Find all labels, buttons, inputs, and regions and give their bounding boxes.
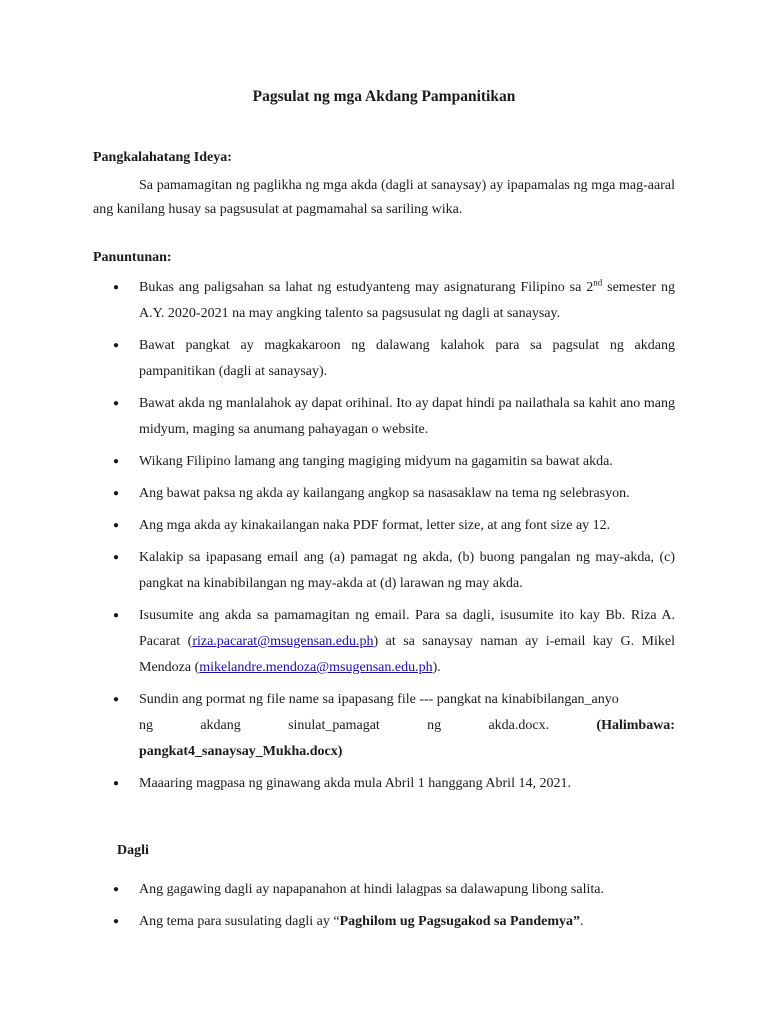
- rule-item: [93, 771, 675, 797]
- example-label: (Halimbawa:: [596, 718, 675, 733]
- rule-text: ).: [432, 660, 441, 675]
- format-word: sinulat_pamagat: [288, 718, 380, 733]
- bullet-icon: ●: [113, 340, 120, 351]
- rule-item: [93, 545, 675, 597]
- dagli-heading: Dagli: [117, 843, 149, 858]
- rule-item: [93, 603, 675, 681]
- format-word: ng: [427, 718, 442, 733]
- format-word: akda.docx.: [488, 718, 550, 733]
- rule-item: [93, 333, 675, 385]
- bullet-icon: ●: [113, 916, 120, 927]
- rule-text: Ang bawat paksa ng akda ay kailangang angkop sa nasasaklaw na tema ng selebrasyon.: [139, 486, 630, 501]
- rule-text: semester ng A.Y. 2020-2021 na may angking talento sa pagsusulat ng dagli at sanaysay.: [139, 280, 675, 321]
- dagli-theme: Paghilom ug Pagsugakod sa Pandemya”: [339, 914, 580, 929]
- bullet-icon: ●: [113, 488, 120, 499]
- bullet-icon: ●: [113, 694, 120, 705]
- document-title: Pagsulat ng mga Akdang Pampanitikan: [252, 88, 516, 105]
- rule-text: Bawat akda ng manlalahok ay dapat orihinal. Ito ay dapat hindi pa nailathala sa kahit ano mang midyum, maging sa anumang pahayagan o website.: [139, 396, 675, 437]
- bullet-icon: ●: [113, 552, 120, 563]
- bullet-icon: ●: [113, 456, 120, 467]
- dagli-item: [93, 909, 675, 935]
- rules-heading: Panuntunan:: [93, 250, 172, 265]
- rule-item: [93, 391, 675, 443]
- rule-item: [93, 275, 675, 327]
- bullet-icon: ●: [113, 520, 120, 531]
- filename-format-line: [139, 713, 675, 739]
- ordinal-superscript: nd: [593, 277, 603, 288]
- rule-item: [93, 449, 675, 475]
- rule-text: Ang mga akda ay kinakailangan naka PDF format, letter size, at ang font size ay 12.: [139, 518, 611, 533]
- email-link-riza[interactable]: riza.pacarat@msugensan.edu.ph: [192, 634, 374, 649]
- rules-list: [93, 275, 675, 803]
- dagli-text: Ang gagawing dagli ay napapanahon at hindi lalagpas sa dalawapung libong salita.: [139, 882, 604, 897]
- rule-item: [93, 481, 675, 507]
- example-filename: pangkat4_sanaysay_Mukha.docx): [139, 744, 343, 759]
- bullet-icon: ●: [113, 884, 120, 895]
- rule-text: Sundin ang pormat ng file name sa ipapasang file --- pangkat na kinabibilangan_anyo: [139, 692, 619, 707]
- rule-text: Bukas ang paligsahan sa lahat ng estudyanteng may asignaturang Filipino sa 2: [139, 280, 594, 295]
- bullet-icon: ●: [113, 282, 120, 293]
- general-idea-heading: Pangkalahatang Ideya:: [93, 150, 232, 165]
- dagli-text: Ang tema para susulating dagli ay “: [139, 914, 340, 929]
- rule-item: [93, 687, 675, 765]
- rule-text: Wikang Filipino lamang ang tanging magiging midyum na gagamitin sa bawat akda.: [139, 454, 613, 469]
- rule-text: Maaaring magpasa ng ginawang akda mula Abril 1 hanggang Abril 14, 2021.: [139, 776, 571, 791]
- dagli-item: [93, 877, 675, 903]
- email-link-mikel[interactable]: mikelandre.mendoza@msugensan.edu.ph: [199, 660, 433, 675]
- dagli-list: [93, 877, 675, 941]
- rule-item: [93, 513, 675, 539]
- format-word: ng: [139, 718, 153, 733]
- bullet-icon: ●: [113, 398, 120, 409]
- bullet-icon: ●: [113, 778, 120, 789]
- rule-text: Isusumite ang akda sa pamamagitan ng email. Para sa dagli, isusumite ito kay Bb. Riza A. Pacarat (: [139, 608, 675, 649]
- rule-text: Bawat pangkat ay magkakaroon ng dalawang kalahok para sa pagsulat ng akdang pampanitikan (dagli at sanaysay).: [139, 338, 675, 379]
- bullet-icon: ●: [113, 610, 120, 621]
- dagli-text: .: [579, 914, 584, 929]
- rule-text: ) at sa sanaysay naman ay i-email kay G. Mikel Mendoza (: [139, 634, 675, 675]
- general-idea-paragraph: Sa pamamagitan ng paglikha ng mga akda (dagli at sanaysay) ay ipapamalas ng mga mag-aaral ang kanilang husay sa pagsusulat at pagmamahal sa sariling wika.: [93, 178, 675, 217]
- rule-text: Kalakip sa ipapasang email ang (a) pamagat ng akda, (b) buong pangalan ng may-akda, (c) pangkat na kinabibilangan ng may-akda at (d) larawan ng may akda.: [139, 550, 675, 591]
- format-word: akdang: [200, 718, 241, 733]
